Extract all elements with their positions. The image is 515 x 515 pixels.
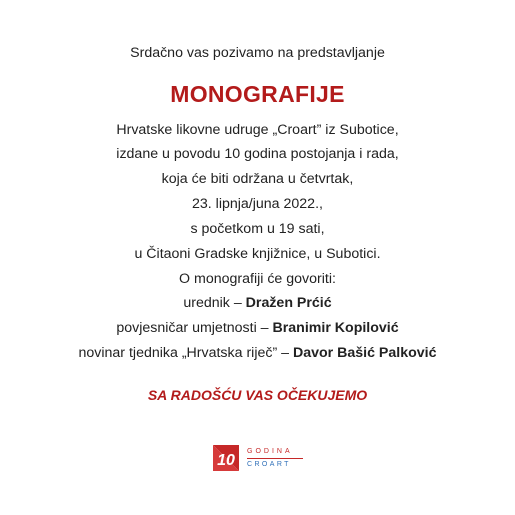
- croart-logo: [211, 443, 306, 473]
- intro-text: Srdačno vas pozivamo na predstavljanje: [130, 45, 385, 61]
- body-line: izdane u povodu 10 godina postojanja i rada,: [116, 146, 399, 162]
- logo-10-icon: [211, 443, 241, 473]
- body-line: Hrvatske likovne udruge „Croart” iz Subotice,: [116, 122, 399, 138]
- speaker-name: Davor Bašić Palković: [292, 345, 437, 361]
- speaker-role: novinar tjednika „Hrvatska riječ” –: [78, 345, 293, 361]
- closing-text: SA RADOŠĆU VAS OČEKUJEMO: [147, 387, 368, 403]
- speaker-art-historian: [0, 319, 515, 337]
- speakers-heading: O monografiji će govoriti:: [179, 271, 336, 287]
- logo-divider: [247, 458, 303, 459]
- speaker-name: Branimir Kopilović: [272, 320, 399, 336]
- event-location: u Čitaoni Gradske knjižnice, u Subotici.: [134, 246, 381, 262]
- speaker-role: povjesničar umjetnosti –: [116, 320, 273, 336]
- event-date: 23. lipnja/juna 2022.,: [192, 196, 323, 212]
- speaker-journalist: [0, 344, 515, 362]
- speaker-editor: [0, 294, 515, 312]
- event-time: s početkom u 19 sati,: [190, 221, 325, 237]
- logo-number: 10: [217, 452, 235, 469]
- logo-word-bottom: CROART: [247, 461, 291, 468]
- speaker-name: Dražen Prćić: [245, 295, 332, 311]
- invitation-title: MONOGRAFIJE: [170, 81, 345, 107]
- speaker-role: urednik –: [183, 295, 246, 311]
- body-line: koja će biti održana u četvrtak,: [161, 171, 354, 187]
- logo-word-top: GODINA: [247, 448, 293, 455]
